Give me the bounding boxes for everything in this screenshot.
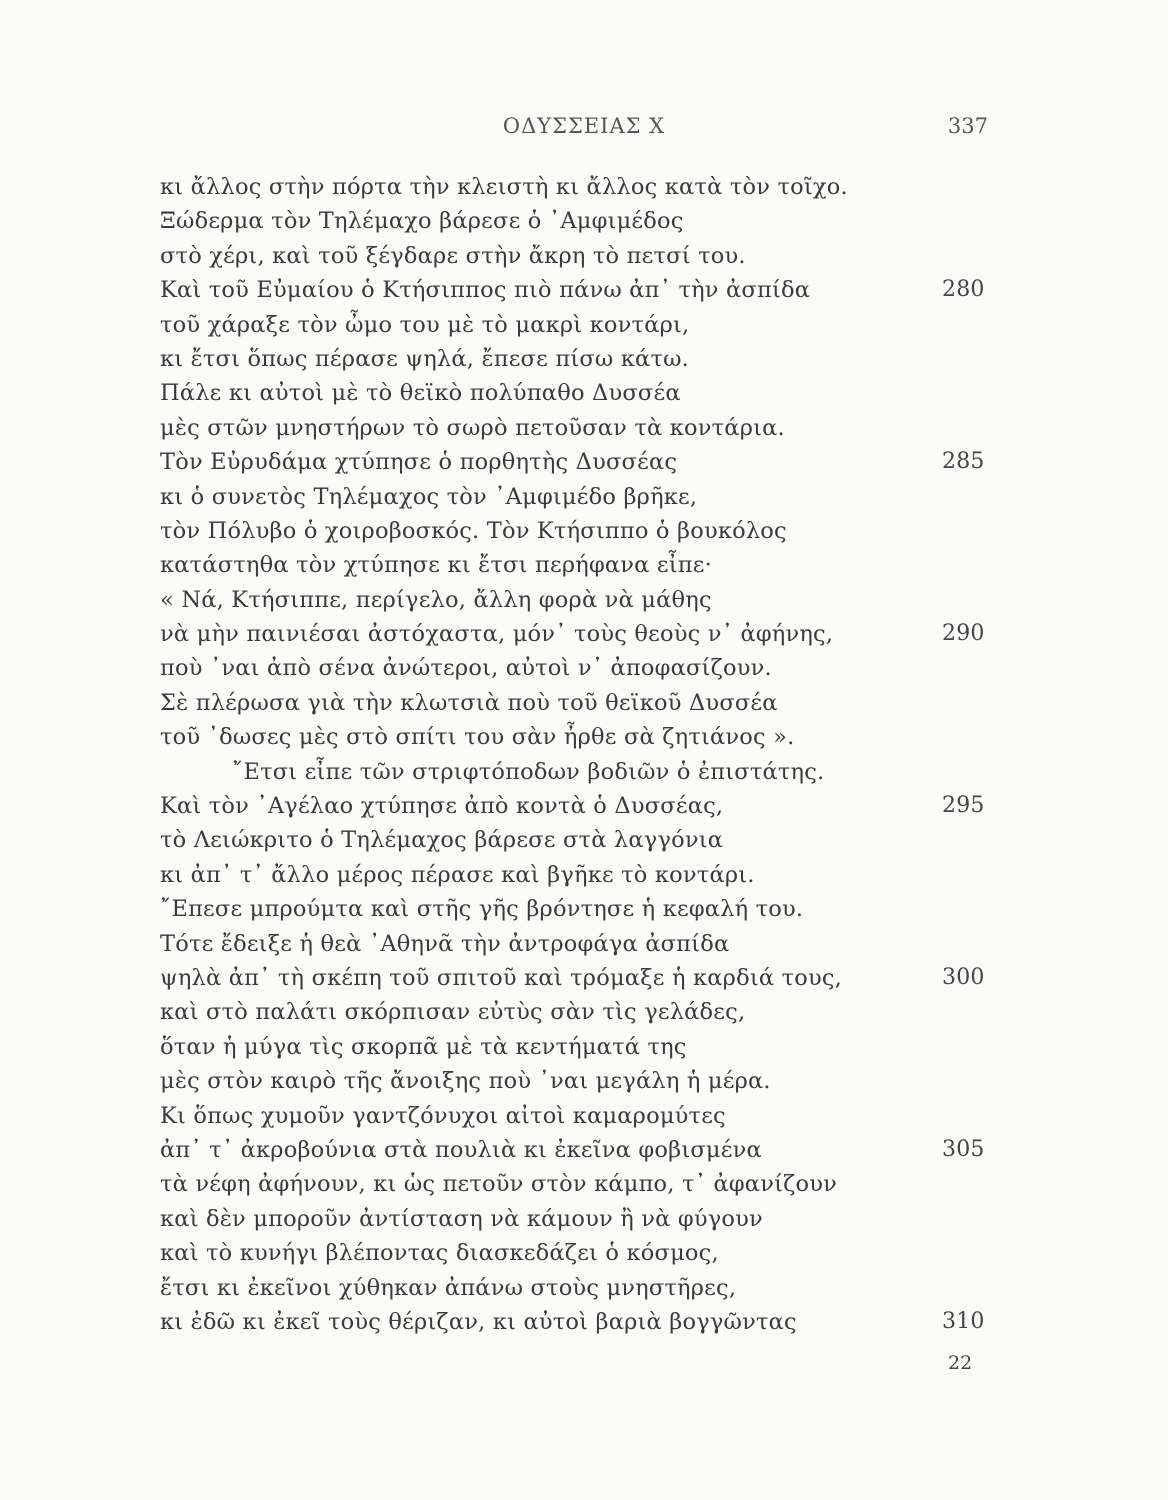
verse-line (160, 961, 1030, 995)
verse-line (160, 892, 1030, 926)
verse-line (160, 342, 1030, 376)
verse-text: Σὲ πλέρωσα γιὰ τὴν κλωτσιὰ ποὺ τοῦ θεϊκοῦ Δυσσέα (160, 689, 778, 716)
verse-text: ὅταν ἡ μύγα τὶς σκορπᾶ μὲ τὰ κεντήματά της (160, 1033, 687, 1060)
verse-line (160, 411, 1030, 445)
verse-text: καὶ τὸ κυνήγι βλέποντας διασκεδάζει ὁ κόσμος, (160, 1240, 719, 1267)
verse-text: Καὶ τοῦ Εὐμαίου ὁ Κτήσιππος πιὸ πάνω ἀπ᾿ τὴν ἀσπίδα (160, 277, 811, 304)
verse-text: κι ὁ συνετὸς Τηλέμαχος τὸν ᾿Αμφιμέδο βρῆκε, (160, 483, 698, 510)
verse-line (160, 651, 1030, 685)
verse-text: νὰ μὴν παινιέσαι ἀστόχαστα, μόν᾿ τοὺς θεοὺς ν᾿ ἀφήνης, (160, 621, 834, 648)
verse-text: καὶ στὸ παλάτι σκόρπισαν εὐτὺς σὰν τὶς γελάδες, (160, 999, 746, 1026)
verse-line (160, 1305, 1030, 1339)
verse-block (160, 170, 1030, 1339)
verse-line (160, 1030, 1030, 1064)
verse-line (160, 308, 1030, 342)
verse-line (160, 376, 1030, 410)
verse-text: κατάστηθα τὸν χτύπησε κι ἔτσι περήφανα εἶπε· (160, 552, 712, 579)
verse-line (160, 1271, 1030, 1305)
verse-line (160, 858, 1030, 892)
line-number: 305 (942, 1136, 985, 1162)
verse-text: κι ἐδῶ κι ἐκεῖ τοὺς θέριζαν, κι αὐτοὶ βαριὰ βογγῶντας (160, 1308, 797, 1335)
verse-text: μὲς στῶν μνηστήρων τὸ σωρὸ πετοῦσαν τὰ κοντάρια. (160, 414, 785, 441)
verse-line (160, 617, 1030, 651)
verse-text: ῎Επεσε μπρούμτα καὶ στῆς γῆς βρόντησε ἡ κεφαλή του. (160, 896, 804, 923)
verse-text: Κι ὅπως χυμοῦν γαντζόνυχοι αἰτοὶ καμαρομύτες (160, 1102, 726, 1129)
line-number: 310 (942, 1308, 985, 1334)
verse-text: τὸ Λειώκριτο ὁ Τηλέμαχος βάρεσε στὰ λαγγόνια (160, 827, 724, 854)
verse-line (160, 1099, 1030, 1133)
verse-text: ψηλὰ ἀπ᾿ τὴ σκέπη τοῦ σπιτοῦ καὶ τρόμαξε ἡ καρδιά τους, (160, 964, 843, 991)
verse-text: « Νά, Κτήσιππε, περίγελο, ἄλλη φορὰ νὰ μάθης (160, 586, 712, 613)
verse-line (160, 445, 1030, 479)
verse-line (160, 548, 1030, 582)
line-number: 290 (942, 621, 985, 647)
verse-line (160, 239, 1030, 273)
line-number: 300 (942, 964, 985, 990)
verse-text: Ξώδερμα τὸν Τηλέμαχο βάρεσε ὁ ᾿Αμφιμέδος (160, 208, 684, 235)
verse-line (160, 273, 1030, 307)
verse-text: τὸν Πόλυβο ὁ χοιροβοσκός. Τὸν Κτήσιππο ὁ βουκόλος (160, 517, 787, 544)
signature-mark: 22 (948, 1352, 973, 1374)
verse-text: τοῦ χάραξε τὸν ὦμο του μὲ τὸ μακρὶ κοντάρι, (160, 311, 690, 338)
verse-line (160, 480, 1030, 514)
verse-line (160, 1236, 1030, 1270)
verse-text: Καὶ τὸν ᾿Αγέλαο χτύπησε ἀπὸ κοντὰ ὁ Δυσσέας, (160, 793, 724, 820)
verse-line (160, 1133, 1030, 1167)
verse-line (160, 686, 1030, 720)
line-number: 285 (942, 449, 985, 475)
verse-text: μὲς στὸν καιρὸ τῆς ἄνοιξης ποὺ ᾿ναι μεγάλη ἡ μέρα. (160, 1068, 771, 1095)
verse-line (160, 1202, 1030, 1236)
line-number: 295 (942, 793, 985, 819)
verse-text: στὸ χέρι, καὶ τοῦ ξέγδαρε στὴν ἄκρη τὸ πετσί του. (160, 242, 746, 269)
verse-text: καὶ δὲν μποροῦν ἀντίσταση νὰ κάμουν ἢ νὰ φύγουν (160, 1205, 763, 1232)
verse-text: ποὺ ᾿ναι ἀπὸ σένα ἀνώτεροι, αὐτοὶ ν᾿ ἀποφασίζουν. (160, 655, 772, 682)
verse-line (160, 823, 1030, 857)
verse-text: κι ἀπ᾿ τ᾿ ἄλλο μέρος πέρασε καὶ βγῆκε τὸ κοντάρι. (160, 861, 755, 888)
verse-text: κι ἄλλος στὴν πόρτα τὴν κλειστὴ κι ἄλλος κατὰ τὸν τοῖχο. (160, 174, 848, 200)
verse-text: ἀπ᾿ τ᾿ ἀκροβούνια στὰ πουλιὰ κι ἐκεῖνα φοβισμένα (160, 1136, 762, 1163)
verse-text: τοῦ ᾿δωσες μὲς στὸ σπίτι του σὰν ἦρθε σὰ ζητιάνος ». (160, 724, 795, 751)
verse-line (160, 170, 1030, 204)
line-number: 280 (942, 277, 985, 303)
verse-text: Τὸν Εὐρυδάμα χτύπησε ὁ πορθητὴς Δυσσέας (160, 449, 678, 476)
verse-text: ἔτσι κι ἐκεῖνοι χύθηκαν ἀπάνω στοὺς μνηστῆρες, (160, 1274, 737, 1301)
verse-text: κι ἔτσι ὅπως πέρασε ψηλά, ἔπεσε πίσω κάτω. (160, 345, 689, 372)
verse-line (160, 995, 1030, 1029)
verse-line (160, 1064, 1030, 1098)
verse-line (160, 720, 1030, 754)
verse-line (160, 583, 1030, 617)
verse-line (160, 1167, 1030, 1201)
verse-line (160, 927, 1030, 961)
verse-text: Τότε ἔδειξε ἡ θεὰ ᾿Αθηνᾶ τὴν ἀντροφάγα ἀσπίδα (160, 930, 730, 957)
verse-text: τὰ νέφη ἀφήνουν, κι ὡς πετοῦν στὸν κάμπο, τ᾿ ἀφανίζουν (160, 1171, 837, 1198)
running-head-title: ΟΔΥΣΣΕΙΑΣ Χ (502, 114, 666, 138)
verse-text: ῎Ετσι εἶπε τῶν στριφτόποδων βοδιῶν ὁ ἐπιστάτης. (232, 758, 825, 785)
verse-line (160, 514, 1030, 548)
verse-line (160, 204, 1030, 238)
page-number: 337 (947, 114, 988, 138)
verse-line (160, 789, 1030, 823)
verse-text: Πάλε κι αὐτοὶ μὲ τὸ θεϊκὸ πολύπαθο Δυσσέα (160, 380, 681, 407)
verse-line (160, 755, 1030, 789)
